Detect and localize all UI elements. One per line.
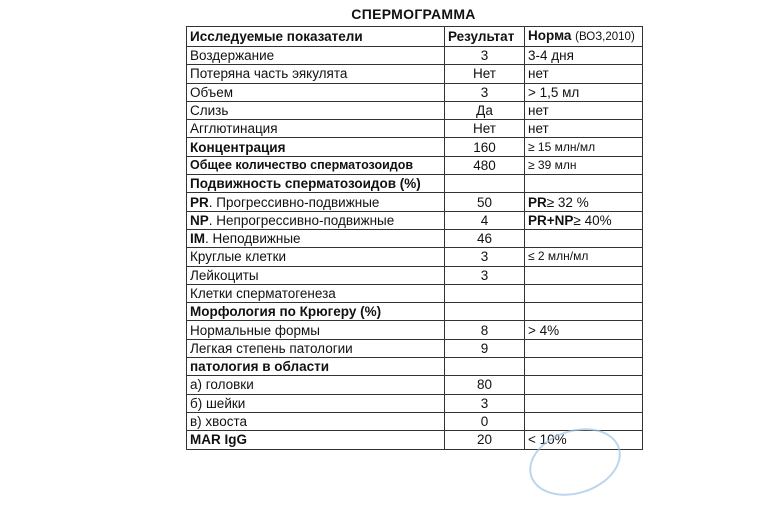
table-row: [187, 321, 643, 339]
row-label-text: . Прогрессивно-подвижные: [208, 194, 380, 210]
row-norm-text: ≥ 32 %: [546, 194, 589, 210]
row-norm: ≥ 15 млн/мл: [525, 138, 643, 156]
section-heading: Подвижность сперматозоидов (%): [187, 175, 445, 193]
row-label: Объем: [187, 83, 445, 101]
row-norm: > 1,5 мл: [525, 83, 643, 101]
table-row: [187, 83, 643, 101]
row-norm-code: PR: [528, 194, 547, 210]
row-label: MAR IgG: [187, 431, 445, 449]
row-norm: < 10%: [525, 431, 643, 449]
row-result: 3: [445, 47, 525, 65]
table-row: [187, 65, 643, 83]
row-label-text: . Неподвижные: [205, 231, 301, 247]
row-result: 3: [445, 394, 525, 412]
table-row: [187, 211, 643, 229]
header-parameters: Исследуемые показатели: [187, 27, 445, 47]
row-label-code: IM: [190, 231, 205, 247]
row-norm: [525, 376, 643, 394]
table-row-section: [187, 303, 643, 321]
table-row: [187, 101, 643, 119]
row-norm: нет: [525, 101, 643, 119]
row-norm: нет: [525, 65, 643, 83]
row-label: Общее количество сперматозоидов: [187, 156, 445, 174]
row-result: Нет: [445, 120, 525, 138]
row-label: Нормальные формы: [187, 321, 445, 339]
row-result: 8: [445, 321, 525, 339]
row-norm: ≤ 2 млн/мл: [525, 248, 643, 266]
row-norm: ≥ 39 млн: [525, 156, 643, 174]
row-label: Потеряна часть эякулята: [187, 65, 445, 83]
row-result: 3: [445, 248, 525, 266]
row-result: [445, 303, 525, 321]
table-row: [187, 266, 643, 284]
row-label-text: . Непрогрессивно-подвижные: [208, 212, 395, 228]
row-norm: [525, 193, 643, 211]
row-result: [445, 175, 525, 193]
row-label: Концентрация: [187, 138, 445, 156]
row-norm: нет: [525, 120, 643, 138]
row-label: в) хвоста: [187, 412, 445, 430]
row-result: 50: [445, 193, 525, 211]
row-norm-text: ≥ 40%: [573, 212, 612, 228]
row-norm: [525, 284, 643, 302]
row-result: 20: [445, 431, 525, 449]
section-heading: патология в области: [187, 358, 445, 376]
row-label: [187, 211, 445, 229]
row-result: Нет: [445, 65, 525, 83]
row-label: Слизь: [187, 101, 445, 119]
row-result: 0: [445, 412, 525, 430]
row-norm: 3-4 дня: [525, 47, 643, 65]
row-label: Легкая степень патологии: [187, 339, 445, 357]
table-row: [187, 120, 643, 138]
table-row: [187, 248, 643, 266]
row-norm: [525, 266, 643, 284]
row-result: 4: [445, 211, 525, 229]
table-row: [187, 156, 643, 174]
table-header-row: [187, 27, 643, 47]
row-label: б) шейки: [187, 394, 445, 412]
header-result: Результат: [445, 27, 525, 47]
table-row-section: [187, 175, 643, 193]
header-norm-label: Норма: [528, 28, 572, 43]
row-norm: [525, 394, 643, 412]
row-norm: [525, 358, 643, 376]
section-heading: Морфология по Крюгеру (%): [187, 303, 445, 321]
row-norm: [525, 303, 643, 321]
row-norm: [525, 339, 643, 357]
row-norm: [525, 211, 643, 229]
row-label: Лейкоциты: [187, 266, 445, 284]
table-row: [187, 229, 643, 247]
document-title: СПЕРМОГРАММА: [351, 6, 476, 22]
table-row: [187, 193, 643, 211]
row-norm: [525, 229, 643, 247]
table-row-section: [187, 358, 643, 376]
row-label-code: NP: [190, 212, 209, 228]
row-norm: [525, 175, 643, 193]
row-label: [187, 229, 445, 247]
spermogram-table: [186, 26, 643, 450]
row-result: 160: [445, 138, 525, 156]
row-result: 480: [445, 156, 525, 174]
table-row: [187, 138, 643, 156]
row-result: [445, 284, 525, 302]
row-label: Клетки сперматогенеза: [187, 284, 445, 302]
table-row: [187, 284, 643, 302]
row-label: а) головки: [187, 376, 445, 394]
row-norm-code: PR+NP: [528, 212, 574, 228]
row-result: 80: [445, 376, 525, 394]
row-result: Да: [445, 101, 525, 119]
row-label: [187, 193, 445, 211]
row-label: Круглые клетки: [187, 248, 445, 266]
table-row: [187, 339, 643, 357]
row-label: Воздержание: [187, 47, 445, 65]
table-row: [187, 394, 643, 412]
header-norm-note: (ВОЗ,2010): [575, 31, 635, 43]
row-result: 9: [445, 339, 525, 357]
row-norm: > 4%: [525, 321, 643, 339]
row-result: 46: [445, 229, 525, 247]
table-row: [187, 47, 643, 65]
row-result: 3: [445, 83, 525, 101]
table-row: [187, 376, 643, 394]
row-label-code: PR: [190, 194, 209, 210]
row-label: Агглютинация: [187, 120, 445, 138]
header-norm: [525, 27, 643, 47]
row-result: 3: [445, 266, 525, 284]
row-result: [445, 358, 525, 376]
